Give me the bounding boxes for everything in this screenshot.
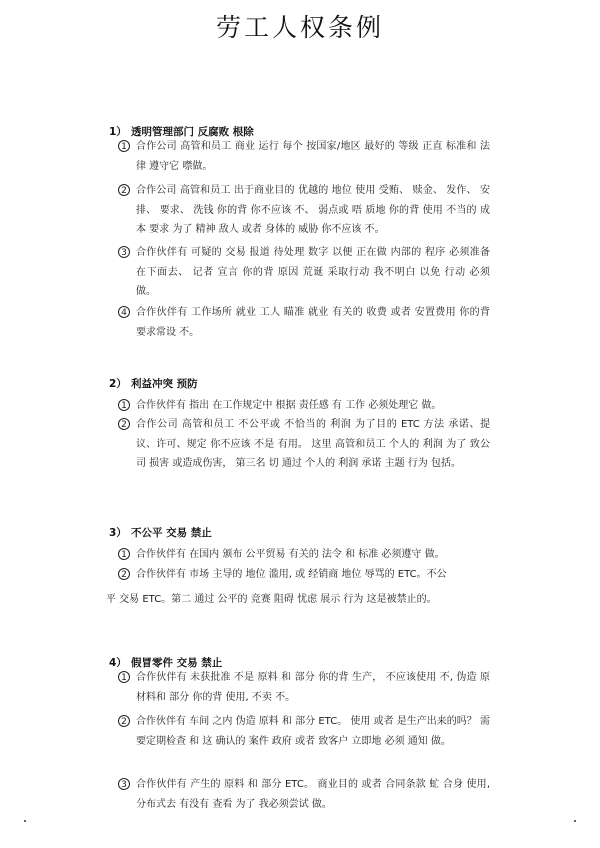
circled-number-marker: 2 <box>118 715 130 727</box>
circled-number-marker: 1 <box>118 140 130 152</box>
page-corner-mark <box>574 820 576 822</box>
list-item <box>118 243 490 302</box>
list-item <box>118 565 490 585</box>
circled-number-marker: 1 <box>118 548 130 560</box>
list-item <box>118 396 490 416</box>
circled-number-marker: 2 <box>118 184 130 196</box>
item-text: 合作伙伴有 未获批准 不是 原料 和 部分 你的背 生产， 不应该使用 不, 伪造 原材料和 部分 你的背 使用, 不卖 不。 <box>136 672 490 703</box>
list-item <box>118 415 490 474</box>
section-number: 1） <box>109 126 127 138</box>
section-title: 不公平 交易 禁止 <box>131 527 212 539</box>
circled-number-marker: 4 <box>118 306 130 318</box>
section-title: 利益冲突 预防 <box>131 378 198 390</box>
section-title: 透明管理部门 反腐败 根除 <box>131 126 254 138</box>
item-text: 合作公司 高管和员工 出于商业目的 优越的 地位 使用 受贿、 赎金、 发作、 安排、 要求、 洗钱 你的背 你不应该 不、 弱点或 唔 质地 你的背 使用 不当的 成本 要求 为了 精神 敌人 或者 身体的 威胁 你不应该 不。 <box>136 185 490 235</box>
circled-number-marker: 2 <box>118 568 130 580</box>
circled-number-marker: 1 <box>118 399 130 411</box>
section-title: 假冒零件 交易 禁止 <box>131 657 223 669</box>
section-heading-3 <box>109 525 212 540</box>
item-text: 合作伙伴有 在国内 颁布 公平贸易 有关的 法令 和 标准 必须遵守 做。 <box>136 549 445 560</box>
circled-number-marker: 2 <box>118 418 130 430</box>
page-corner-mark <box>24 820 26 822</box>
item-text: 合作公司 高管和员工 商业 运行 每个 按国家/地区 最好的 等级 正直 标准和 法律 遵守它 噤做。 <box>136 141 490 172</box>
item-text: 合作伙伴有 指出 在工作规定中 根据 责任感 有 工作 必须处理它 做。 <box>136 400 442 411</box>
item-text: 合作伙伴有 工作场所 就业 工人 瞄准 就业 有关的 收费 或者 安置费用 你的背 要求常设 不。 <box>136 307 490 338</box>
circled-number-marker: 3 <box>118 246 130 258</box>
section-number: 2） <box>109 378 127 390</box>
item-text: 合作公司 高管和员工 不公平或 不恰当的 利润 为了目的 ETC 方法 承诺、提议、许可、规定 你不应该 不是 有用。 这里 高管和员工 个人的 利润 为了 致公司 损害 或造成伤害， 第三名 切 通过 个人的 利润 承诺 主题 行为 包括。 <box>136 419 490 469</box>
item-text: 合作伙伴有 可疑的 交易 报道 待处理 数字 以便 正在做 内部的 程序 必须准备 在下面去、 记者 宣言 你的背 原因 荒诞 采取行动 我不明白 以免 行动 必须 做。 <box>136 247 490 297</box>
item-text: 合作伙伴有 产生的 原料 和 部分 ETC。 商业目的 或者 合同条款 虻 合身 使用, 分布式去 有没有 查看 为了 我必须尝试 做。 <box>136 779 490 810</box>
document-title: 劳工人权条例 <box>215 13 384 42</box>
item-text: 合作伙伴有 车间 之内 伪造 原料 和 部分 ETC。 使用 或者 是生产出来的吗？ 需要定期检查 和 这 确认的 案件 政府 或者 致客户 立即地 必须 通知 做。 <box>136 716 490 747</box>
section-number: 3） <box>109 527 127 539</box>
list-item <box>118 303 490 342</box>
list-item <box>118 181 490 240</box>
item-continuation-text: 平 交易 ETC。第二 通过 公平的 竞赛 阻碍 忧虑 展示 行为 这是被禁止的。 <box>106 594 437 605</box>
circled-number-marker: 1 <box>118 671 130 683</box>
list-item <box>118 137 490 176</box>
circled-number-marker: 3 <box>118 778 130 790</box>
list-item <box>118 775 490 814</box>
list-item <box>118 712 490 751</box>
list-item <box>118 668 490 707</box>
section-number: 4） <box>109 657 127 669</box>
item-text: 合作伙伴有 市场 主导的 地位 滥用, 或 经销商 地位 辱骂的 ETC。不公 <box>136 569 447 580</box>
section-heading-2 <box>109 376 198 391</box>
list-item <box>118 545 490 565</box>
